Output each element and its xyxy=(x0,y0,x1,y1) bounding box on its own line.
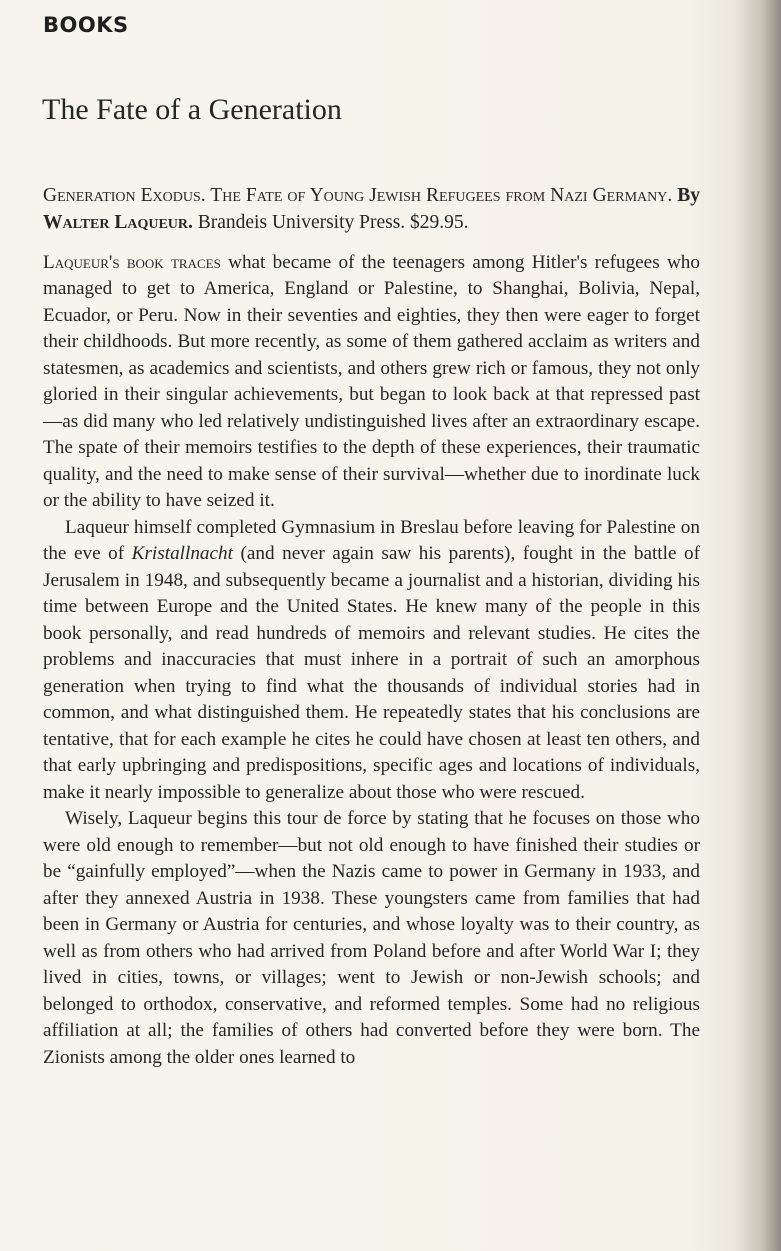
citation-by: By xyxy=(677,185,701,206)
paragraph-3-text: Wisely, Laqueur begins this tour de force by stating that he focuses on those who were old enough to remember—but not old enough to have finished their studies or be “gainfully employed”—when the Nazis came to power in Germany in 1933, and after they annexed Austria in 1938. These youngsters came from families that had been in Germany or Austria for centuries, and whose loyalty was to their country, as well as from others who had arrived from Poland before and after World War I; they lived in cities, towns, or villages; went to Jewish or non-Jewish schools; and belonged to orthodox, conservative, and reformed temples. Some had no religious affiliation at all; the families of others had converted before they were born. The Zionists among the older ones learned to xyxy=(43,808,700,1068)
paragraph-2-text-before: Laqueur himself completed Gymnasium in Breslau before leaving for Palestine on the eve of xyxy=(43,516,700,565)
review-body xyxy=(43,250,700,1071)
citation-publisher-price: Brandeis University Press. $29.95. xyxy=(197,211,469,233)
citation-author: Walter Laqueur. xyxy=(43,211,193,233)
paragraph-2-text-after: (and never again saw his parents), fought in the battle of Jerusalem in 1948, and subsequently became a journalist and a historian, dividing his time between Europe and the United States. He knew many of the people in this book personally, and read hundreds of memoirs and relevant studies. He cites the problems and inaccuracies that must inhere in a portrait of such an amorphous generation when trying to find what the thousands of individual stories had in common, and what distinguished them. He repeatedly states that his conclusions are tentative, that for each example he cites he could have chosen at least ten others, and that early upbringing and predispositions, specific ages and locations of individuals, make it nearly impossible to generalize about those who were rescued. xyxy=(43,543,700,803)
paragraph-1-text: what became of the teenagers among Hitler's refugees who managed to get to America, England or Palestine, to Shanghai, Bolivia, Nepal, Ecuador, or Peru. Now in their seventies and eighties, they then were eager to forget their childhoods. But more recently, as some of them gathered acclaim as writers and statesmen, as academics and scientists, and others grew rich or famous, they not only gloried in their singular achievements, but began to look back at that repressed past—as did many who led relatively undistinguished lives after an extraordinary escape. The spate of their memoirs testifies to the depth of these experiences, their traumatic quality, and the need to make sense of their survival—whether due to inordinate luck or the ability to have seized it. xyxy=(43,252,700,512)
paragraph-2 xyxy=(43,515,700,806)
section-label: BOOKS xyxy=(43,13,129,37)
paragraph-1-lead: Laqueur's book traces xyxy=(43,252,221,273)
article-title: The Fate of a Generation xyxy=(42,93,342,126)
book-citation xyxy=(43,183,700,236)
paragraph-2-italic: Kristallnacht xyxy=(131,543,233,565)
paragraph-3 xyxy=(43,806,700,1071)
paragraph-1 xyxy=(43,250,700,515)
citation-book-title: Generation Exodus. The Fate of Young Jewish Refugees from Nazi Germany. xyxy=(43,185,673,206)
